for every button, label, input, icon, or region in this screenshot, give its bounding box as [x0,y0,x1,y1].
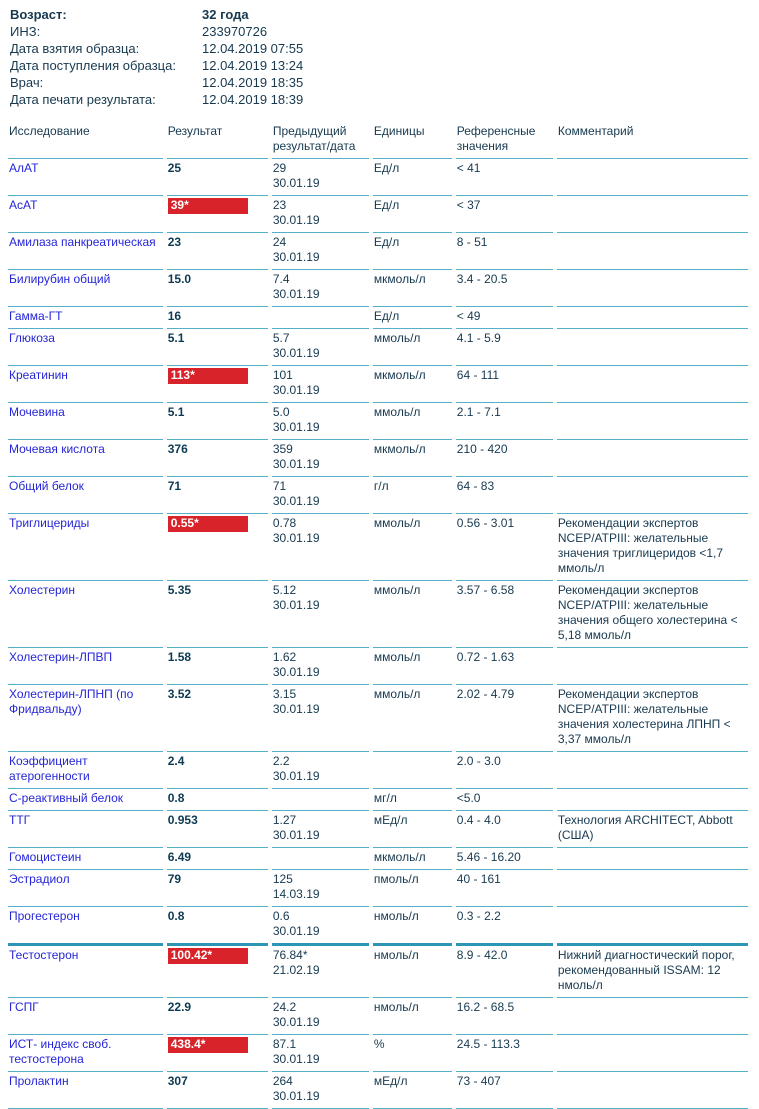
result-value: 5.1 [167,331,185,345]
reference-range: 4.1 - 5.9 [456,329,553,366]
test-name: Тестостерон [9,948,79,962]
comment: Рекомендации экспертов NCEP/ATPIII: желательные значения общего холестерина < 5,18 ммоль/л [557,581,748,648]
reference-range: 2.02 - 4.79 [456,685,553,752]
result-value: 1.58 [167,650,192,664]
table-row [8,848,748,870]
units: мг/л [373,789,452,811]
test-name: Общий белок [9,479,84,493]
previous-result-date: 30.01.19 [272,494,320,508]
reference-range: 0.72 - 1.63 [456,648,553,685]
previous-result: 0.78 [272,516,297,530]
result-value: 100.42* [168,948,248,964]
info-label: Возраст: [10,7,67,22]
previous-result-date: 30.01.19 [272,383,320,397]
patient-info-row [10,57,753,74]
reference-range: 210 - 420 [456,440,553,477]
table-row [8,440,748,477]
test-name: Билирубин общий [9,272,111,286]
result-value: 15.0 [167,272,192,286]
test-name: Холестерин-ЛПНП (по Фридвальду) [9,687,134,716]
comment [557,752,748,789]
previous-result-date: 30.01.19 [272,702,320,716]
result-value: 307 [167,1074,188,1088]
test-name: Холестерин-ЛПВП [9,650,113,664]
comment: Нижний диагностический порог, рекомендованный ISSAM: 12 нмоль/л [557,946,748,998]
table-row [8,196,748,233]
previous-result-date: 30.01.19 [272,1015,320,1029]
results-table-body [8,159,748,1109]
previous-result-date: 30.01.19 [272,665,320,679]
previous-result-date: 30.01.19 [272,213,320,227]
reference-range: < 49 [456,307,553,329]
comment [557,870,748,907]
previous-result-date: 30.01.19 [272,531,320,545]
result-value: 0.8 [167,909,185,923]
patient-info-row [10,6,753,23]
result-value: 3.52 [167,687,192,701]
comment [557,648,748,685]
units: Ед/л [373,196,452,233]
previous-result: 76.84* [272,948,308,962]
previous-result: 7.4 [272,272,290,286]
units: ммоль/л [373,648,452,685]
patient-info-row [10,23,753,40]
reference-range: 2.0 - 3.0 [456,752,553,789]
units: пмоль/л [373,870,452,907]
previous-result: 264 [272,1074,293,1088]
comment [557,998,748,1035]
comment [557,1035,748,1072]
test-name: Креатинин [9,368,68,382]
result-value: 0.953 [167,813,198,827]
comment [557,440,748,477]
units: ммоль/л [373,685,452,752]
previous-result: 87.1 [272,1037,297,1051]
table-row [8,811,748,848]
units: нмоль/л [373,998,452,1035]
comment [557,907,748,946]
reference-range: 3.57 - 6.58 [456,581,553,648]
reference-range: 0.4 - 4.0 [456,811,553,848]
test-name: ИСТ- индекс своб. тестостерона [9,1037,112,1066]
previous-result: 29 [272,161,287,175]
reference-range: 64 - 83 [456,477,553,514]
comment [557,233,748,270]
patient-info-row [10,40,753,57]
test-name: АсАТ [9,198,38,212]
units: % [373,1035,452,1072]
info-value: 12.04.2019 07:55 [202,41,304,56]
result-value: 2.4 [167,754,185,768]
previous-result-date: 30.01.19 [272,828,320,842]
test-name: Амилаза панкреатическая [9,235,156,249]
comment [557,789,748,811]
previous-result: 0.6 [272,909,290,923]
units: мкмоль/л [373,366,452,403]
reference-range: <5.0 [456,789,553,811]
table-row [8,752,748,789]
previous-result: 359 [272,442,293,456]
column-header-units: Единицы [373,122,452,159]
previous-result-date: 30.01.19 [272,346,320,360]
units: ммоль/л [373,514,452,581]
reference-range: 5.46 - 16.20 [456,848,553,870]
reference-range: 3.4 - 20.5 [456,270,553,307]
table-row [8,685,748,752]
results-table [4,122,752,1109]
previous-result: 3.15 [272,687,297,701]
table-row [8,233,748,270]
info-label: Дата взятия образца: [10,41,140,56]
info-value: 12.04.2019 13:24 [202,58,304,73]
previous-result: 24.2 [272,1000,297,1014]
table-row [8,477,748,514]
test-name: Пролактин [9,1074,69,1088]
result-value: 22.9 [167,1000,192,1014]
column-header-previous: Предыдущий результат/дата [272,122,369,159]
result-value: 16 [167,309,182,323]
previous-result: 24 [272,235,287,249]
previous-result-date: 30.01.19 [272,176,320,190]
result-value: 0.55* [168,516,248,532]
result-value: 39* [168,198,248,214]
result-value: 376 [167,442,188,456]
previous-result-date: 30.01.19 [272,250,320,264]
table-row [8,581,748,648]
previous-result-date: 30.01.19 [272,924,320,938]
units: мЕд/л [373,1072,452,1109]
units: нмоль/л [373,907,452,946]
patient-info-row [10,74,753,91]
test-name: С-реактивный белок [9,791,124,805]
comment [557,329,748,366]
reference-range: 2.1 - 7.1 [456,403,553,440]
reference-range: 40 - 161 [456,870,553,907]
test-name: Триглицериды [9,516,90,530]
column-header-comment: Комментарий [557,122,748,159]
previous-result: 5.12 [272,583,297,597]
patient-info-row [10,91,753,108]
table-row [8,648,748,685]
info-label: Дата печати результата: [10,92,156,107]
comment [557,366,748,403]
comment [557,159,748,196]
test-name: Мочевина [9,405,65,419]
result-value: 438.4* [168,1037,248,1053]
reference-range: 64 - 111 [456,366,553,403]
test-name: Прогестерон [9,909,80,923]
patient-info [10,6,753,108]
table-row [8,1035,748,1072]
previous-result: 125 [272,872,293,886]
reference-range: 24.5 - 113.3 [456,1035,553,1072]
test-name: ГСПГ [9,1000,39,1014]
table-row [8,159,748,196]
units: мкмоль/л [373,848,452,870]
test-name: Гомоцистеин [9,850,82,864]
previous-result-date: 21.02.19 [272,963,320,977]
previous-result-date: 30.01.19 [272,1089,320,1103]
previous-result: 2.2 [272,754,290,768]
previous-result-date: 30.01.19 [272,598,320,612]
table-row [8,1072,748,1109]
previous-result: 71 [272,479,287,493]
previous-result-date: 30.01.19 [272,457,320,471]
units: нмоль/л [373,946,452,998]
table-row [8,870,748,907]
previous-result: 5.0 [272,405,290,419]
units [373,752,452,789]
comment [557,848,748,870]
test-name: Эстрадиол [9,872,70,886]
test-name: АлАТ [9,161,39,175]
previous-result: 5.7 [272,331,290,345]
column-header-test: Исследование [8,122,163,159]
result-value: 5.1 [167,405,185,419]
result-value: 0.8 [167,791,185,805]
reference-range: < 37 [456,196,553,233]
previous-result-date: 30.01.19 [272,769,320,783]
previous-result: 1.27 [272,813,297,827]
table-row [8,789,748,811]
info-value: 12.04.2019 18:35 [202,75,304,90]
units: г/л [373,477,452,514]
info-value: 32 года [202,7,249,22]
table-row [8,329,748,366]
table-row [8,907,748,946]
previous-result-date: 30.01.19 [272,287,320,301]
previous-result: 101 [272,368,293,382]
units: Ед/л [373,233,452,270]
test-name: ТТГ [9,813,31,827]
info-label: ИНЗ: [10,24,41,39]
table-row [8,998,748,1035]
reference-range: 8.9 - 42.0 [456,946,553,998]
test-name: Мочевая кислота [9,442,105,456]
comment [557,403,748,440]
result-value: 5.35 [167,583,192,597]
result-value: 113* [168,368,248,384]
previous-result-date: 30.01.19 [272,420,320,434]
reference-range: 8 - 51 [456,233,553,270]
result-value: 6.49 [167,850,192,864]
table-row [8,307,748,329]
comment: Рекомендации экспертов NCEP/ATPIII: желательные значения холестерина ЛПНП < 3,37 ммоль/л [557,685,748,752]
reference-range: < 41 [456,159,553,196]
comment: Рекомендации экспертов NCEP/ATPIII: желательные значения триглицеридов <1,7 ммоль/л [557,514,748,581]
info-value: 233970726 [202,24,268,39]
units: мЕд/л [373,811,452,848]
result-value: 79 [167,872,182,886]
units: ммоль/л [373,329,452,366]
test-name: Глюкоза [9,331,55,345]
reference-range: 73 - 407 [456,1072,553,1109]
result-value: 71 [167,479,182,493]
units: мкмоль/л [373,440,452,477]
comment: Технология ARCHITECT, Abbott (США) [557,811,748,848]
comment [557,270,748,307]
table-row [8,270,748,307]
result-value: 25 [167,161,182,175]
info-value: 12.04.2019 18:39 [202,92,304,107]
table-row [8,946,748,998]
units: Ед/л [373,307,452,329]
column-header-result: Результат [167,122,268,159]
reference-range: 16.2 - 68.5 [456,998,553,1035]
info-label: Врач: [10,75,44,90]
previous-result-date: 30.01.19 [272,1052,320,1066]
units: Ед/л [373,159,452,196]
table-row [8,403,748,440]
column-header-reference: Референсные значения [456,122,553,159]
table-row [8,514,748,581]
test-name: Холестерин [9,583,75,597]
units: ммоль/л [373,403,452,440]
previous-result: 1.62 [272,650,297,664]
reference-range: 0.56 - 3.01 [456,514,553,581]
table-row [8,366,748,403]
previous-result: 23 [272,198,287,212]
units: ммоль/л [373,581,452,648]
comment [557,196,748,233]
info-label: Дата поступления образца: [10,58,176,73]
reference-range: 0.3 - 2.2 [456,907,553,946]
comment [557,477,748,514]
units: мкмоль/л [373,270,452,307]
test-name: Гамма-ГТ [9,309,63,323]
result-value: 23 [167,235,182,249]
test-name: Коэффициент атерогенности [9,754,90,783]
comment [557,1072,748,1109]
comment [557,307,748,329]
results-table-header [8,122,748,159]
previous-result-date: 14.03.19 [272,887,320,901]
